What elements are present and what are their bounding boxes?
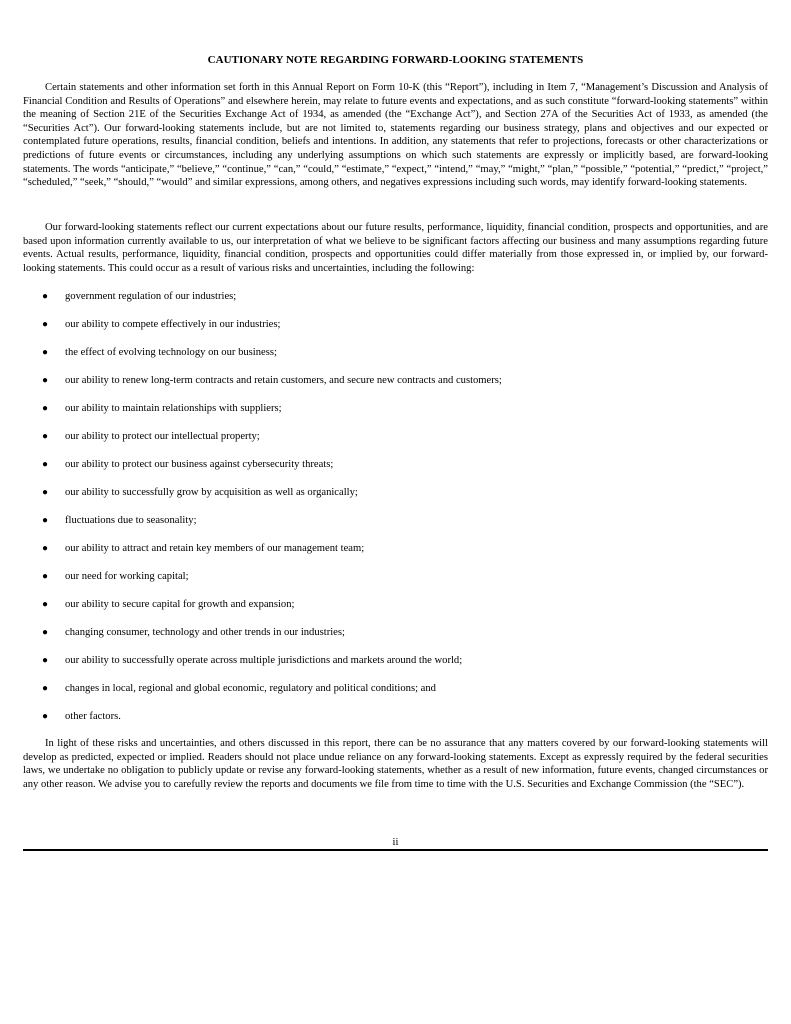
list-item [23, 654, 768, 682]
bullet-icon: ● [42, 683, 49, 694]
list-item-text: our ability to renew long-term contracts and retain customers, and secure new contracts and customers; [65, 375, 502, 386]
list-item-text: fluctuations due to seasonality; [65, 515, 197, 526]
list-item-text: our ability to attract and retain key members of our management team; [65, 543, 365, 554]
list-item [23, 346, 768, 374]
page-number: ii [392, 837, 399, 848]
bullet-icon: ● [42, 627, 49, 638]
list-item-text: our need for working capital; [65, 571, 189, 582]
list-item [23, 458, 768, 486]
list-item-text: government regulation of our industries; [65, 291, 237, 302]
list-item [23, 710, 768, 738]
list-item [23, 486, 768, 514]
bullet-icon: ● [42, 431, 49, 442]
list-item-text: changes in local, regional and global economic, regulatory and political conditions; and [65, 683, 436, 694]
footer-divider [23, 849, 768, 851]
list-item-text: our ability to protect our business against cybersecurity threats; [65, 459, 334, 470]
list-item-text: other factors. [65, 711, 121, 722]
bullet-icon: ● [42, 515, 49, 526]
bullet-icon: ● [42, 375, 49, 386]
list-item-text: changing consumer, technology and other trends in our industries; [65, 627, 345, 638]
bullet-icon: ● [42, 487, 49, 498]
expectations-paragraph: Our forward-looking statements reflect our current expectations about our future results, performance, liquidity, financial condition, prospects and opportunities, and are based upon information currently available to us, our interpretation of what we believe to be significant factors affecting our business and many assumptions regarding future events. Actual results, performance, liquidity, financial condition, prospects and opportunities could differ materially from those expressed in, or implied by, our forward-looking statements. This could occur as a result of various risks and uncertainties, including the following: [23, 222, 768, 274]
list-item-text: the effect of evolving technology on our business; [65, 347, 277, 358]
bullet-icon: ● [42, 459, 49, 470]
list-item-text: our ability to compete effectively in our industries; [65, 319, 281, 330]
intro-paragraph: Certain statements and other information set forth in this Annual Report on Form 10-K (this “Report”), including in Item 7, “Management’s Discussion and Analysis of Financial Condition and Results of Operations” and elsewhere herein, may relate to future events and expectations, and as such constitute “forward-looking statements” within the meaning of Section 21E of the Securities Exchange Act of 1934, as amended (the “Exchange Act”), and Section 27A of the Securities Act of 1933, as amended (the “Securities Act”). Our forward-looking statements include, but are not limited to, statements regarding our business strategy, plans and objectives and our expected or contemplated future operations, results, financial condition, beliefs and intentions. In addition, any statements that refer to projections, forecasts or other characterizations or predictions of future events or circumstances, including any underlying assumptions on which such statements are expressly or implicitly based, are forward-looking statements. The words “anticipate,” “believe,” “continue,” “can,” “could,” “estimate,” “expect,” “intend,” “may,” “might,” “plan,” “possible,” “potential,” “predict,” “project,” “scheduled,” “seek,” “should,” “would” and similar expressions, among others, and negatives expressions including such words, may identify forward-looking statements. [23, 82, 768, 189]
list-item [23, 598, 768, 626]
list-item-text: our ability to secure capital for growth and expansion; [65, 599, 295, 610]
list-item [23, 542, 768, 570]
list-item [23, 290, 768, 318]
list-item [23, 374, 768, 402]
page-title: CAUTIONARY NOTE REGARDING FORWARD-LOOKING STATEMENTS [207, 54, 584, 66]
list-item [23, 570, 768, 598]
bullet-icon: ● [42, 571, 49, 582]
list-item [23, 430, 768, 458]
bullet-icon: ● [42, 403, 49, 414]
bullet-icon: ● [42, 655, 49, 666]
list-item [23, 682, 768, 710]
list-item-text: our ability to successfully operate across multiple jurisdictions and markets around the world; [65, 655, 463, 666]
bullet-icon: ● [42, 319, 49, 330]
list-item-text: our ability to protect our intellectual property; [65, 431, 260, 442]
risk-factor-list [23, 290, 768, 738]
bullet-icon: ● [42, 599, 49, 610]
bullet-icon: ● [42, 291, 49, 302]
bullet-icon: ● [42, 711, 49, 722]
conclusion-paragraph: In light of these risks and uncertainties, and others discussed in this report, there can be no assurance that any matters covered by our forward-looking statements will develop as predicted, expected or implied. Readers should not place undue reliance on any forward-looking statements. Except as expressly required by the federal securities laws, we undertake no obligation to publicly update or revise any forward-looking statements, whether as a result of new information, future events, changed circumstances or any other reason. We advise you to carefully review the reports and documents we file from time to time with the U.S. Securities and Exchange Commission (the “SEC”). [23, 738, 768, 790]
list-item [23, 318, 768, 346]
bullet-icon: ● [42, 347, 49, 358]
list-item [23, 514, 768, 542]
list-item [23, 626, 768, 654]
list-item [23, 402, 768, 430]
bullet-icon: ● [42, 543, 49, 554]
list-item-text: our ability to successfully grow by acquisition as well as organically; [65, 487, 358, 498]
list-item-text: our ability to maintain relationships with suppliers; [65, 403, 282, 414]
